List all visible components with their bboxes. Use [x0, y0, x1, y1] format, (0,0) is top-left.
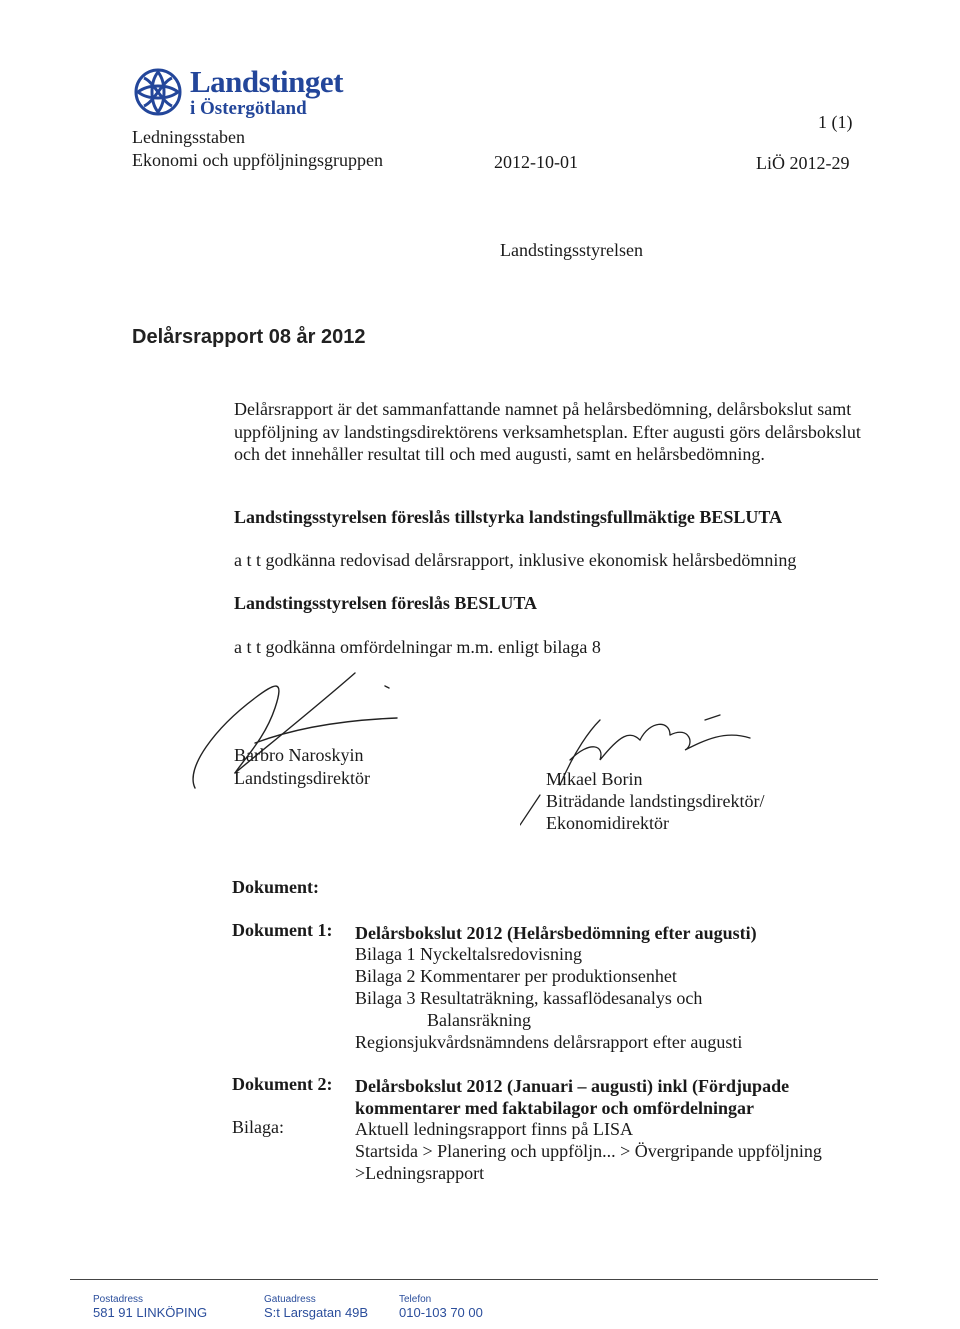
footer-postal-address: 581 91 LINKÖPING: [93, 1305, 208, 1320]
doc2-title-line2: kommentarer med faktabilagor och omfördelningar: [355, 1098, 754, 1118]
signer-1-name: Barbro Naroskyin: [234, 745, 364, 765]
doc1-item: Balansräkning: [427, 1010, 531, 1030]
footer-phone: 010-103 70 00: [399, 1305, 483, 1320]
footer-divider: [70, 1279, 878, 1280]
org-unit: Ledningsstaben: [132, 127, 245, 147]
logo-subtitle: i Östergötland: [190, 98, 307, 119]
decision-proposal-2: Landstingsstyrelsen föreslås BESLUTA: [234, 593, 538, 613]
logo-emblem-icon: [132, 66, 184, 118]
doc1-title: Delårsbokslut 2012 (Helårsbedömning efter augusti): [355, 923, 757, 943]
doc1-item: Regionsjukvårdsnämndens delårsrapport efter augusti: [355, 1032, 743, 1052]
decision-clause-2: a t t godkänna omfördelningar m.m. enligt bilaga 8: [234, 637, 601, 657]
doc1-item: Bilaga 1 Nyckeltalsredovisning: [355, 944, 582, 964]
footer-street-label: Gatuadress: [264, 1294, 316, 1305]
bilaga-line: Startsida > Planering och uppföljn... > Övergripande uppföljning: [355, 1141, 822, 1161]
footer-street-address: S:t Larsgatan 49B: [264, 1305, 369, 1320]
doc2-label: Dokument 2:: [232, 1074, 333, 1094]
doc1-item: Bilaga 2 Kommentarer per produktionsenhet: [355, 966, 677, 986]
footer-phone-label: Telefon: [399, 1294, 432, 1305]
signer-2-name: Mikael Borin: [546, 769, 643, 789]
page-title: Delårsrapport 08 år 2012: [132, 326, 366, 348]
signer-1-title: Landstingsdirektör: [234, 768, 370, 788]
document-reference: LiÖ 2012-29: [756, 153, 850, 173]
bilaga-line: Aktuell ledningsrapport finns på LISA: [355, 1119, 633, 1139]
signer-2-title-line2: Ekonomidirektör: [546, 813, 669, 833]
signer-2-title-line1: Biträdande landstingsdirektör/: [546, 791, 765, 811]
doc1-item: Bilaga 3 Resultaträkning, kassaflödesanalys och: [355, 988, 703, 1008]
doc1-label: Dokument 1:: [232, 920, 333, 940]
recipient: Landstingsstyrelsen: [500, 240, 643, 260]
org-group: Ekonomi och uppföljningsgruppen: [132, 150, 383, 170]
doc2-title-line1: Delårsbokslut 2012 (Januari – augusti) inkl (Fördjupade: [355, 1076, 790, 1096]
document-date: 2012-10-01: [494, 152, 578, 172]
bilaga-line: >Ledningsrapport: [355, 1163, 485, 1183]
bilaga-label: Bilaga:: [232, 1117, 284, 1137]
logo-wordmark: Landstinget: [190, 64, 343, 99]
page-number: 1 (1): [818, 112, 853, 132]
footer-postal-label: Postadress: [93, 1294, 144, 1305]
intro-paragraph: Delårsrapport är det sammanfattande namnet på helårsbedömning, delårsbokslut samt uppföljning av landstingsdirektörens verksamhetsplan. Efter augusti görs delårsbokslut och det innehåller resultat till och med augusti, samt en helårsbedömning.: [234, 399, 861, 464]
decision-clause-1: a t t godkänna redovisad delårsrapport, inklusive ekonomisk helårsbedömning: [234, 550, 797, 570]
decision-proposal-1: Landstingsstyrelsen föreslås tillstyrka landstingsfullmäktige BESLUTA: [234, 507, 783, 527]
documents-heading: Dokument:: [232, 877, 320, 897]
